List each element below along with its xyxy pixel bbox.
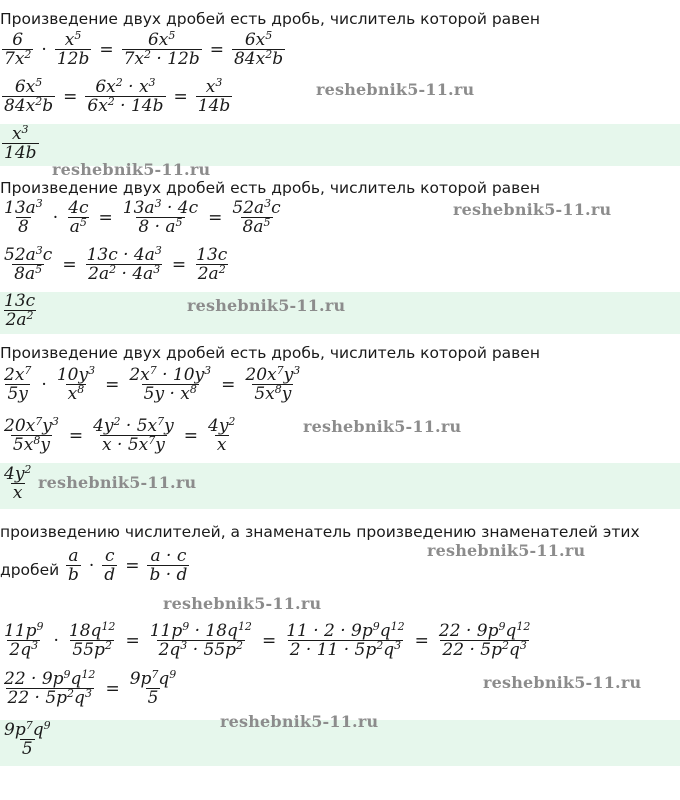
rule-text: произведению числителей, а знаменатель произведению знаменателей этих <box>0 523 640 541</box>
fraction-numerator: 4c <box>68 198 89 218</box>
fraction <box>85 246 164 283</box>
math-operator: = <box>105 374 120 395</box>
watermark: reshebnik5-11.ru <box>427 541 586 560</box>
rule-text: дробей <box>0 561 60 579</box>
fraction <box>2 622 46 659</box>
math-operator: = <box>221 374 236 395</box>
fraction <box>284 622 406 659</box>
fraction <box>66 547 81 584</box>
math-operator: = <box>208 207 223 228</box>
fraction-numerator: $x^3$ <box>11 123 29 144</box>
fraction-numerator: $13a^3$ <box>4 197 43 218</box>
fraction-denominator: $a^5$ <box>69 216 87 237</box>
math-operator: · <box>52 207 59 228</box>
fraction-denominator: $84x^2b$ <box>233 48 284 69</box>
fraction <box>2 721 53 758</box>
math-operator: = <box>414 630 429 651</box>
fraction <box>2 199 45 236</box>
fraction-numerator: $11p^9$ <box>4 620 44 641</box>
fraction-denominator: 14b <box>197 96 231 116</box>
fraction <box>121 199 200 236</box>
math-operator: · <box>53 630 59 651</box>
fraction-numerator: $11p^9 \cdot 18q^{12}$ <box>149 620 252 641</box>
fraction-numerator: $18q^{12}$ <box>68 620 116 641</box>
fraction-denominator: $8 \cdot a^5$ <box>138 216 183 237</box>
fraction <box>147 547 189 584</box>
math-operator: = <box>99 39 114 60</box>
fraction-denominator: $22 \cdot 5p^2q^3$ <box>7 687 92 708</box>
fraction <box>55 366 97 403</box>
intro-text: Произведение двух дробей есть дробь, числитель которой равен <box>0 179 540 197</box>
fraction-denominator: $5x^8y$ <box>12 434 50 455</box>
fraction <box>437 622 532 659</box>
fraction <box>102 547 117 584</box>
fraction-numerator: $4y^2 \cdot 5x^7y$ <box>93 415 174 436</box>
fraction <box>55 31 92 68</box>
fraction <box>66 199 90 236</box>
fraction-numerator: $6x^5$ <box>14 76 43 97</box>
fraction <box>2 31 33 68</box>
fraction <box>2 246 54 283</box>
fraction <box>206 417 237 454</box>
fraction-numerator: $x^3$ <box>205 76 223 97</box>
math-operator: = <box>63 86 78 107</box>
fraction-numerator: $13c \cdot 4a^3$ <box>86 244 162 265</box>
watermark: reshebnik5-11.ru <box>483 673 642 692</box>
fraction-denominator: $55p^2$ <box>72 639 112 660</box>
fraction-numerator: $4y^2$ <box>208 415 236 436</box>
fraction-numerator: 13c <box>196 245 228 265</box>
equation-line <box>0 31 287 68</box>
fraction-numerator: a · c <box>150 546 187 566</box>
fraction-denominator: $2a^2 \cdot 4a^3$ <box>88 263 161 284</box>
fraction <box>243 366 302 403</box>
answer-formula <box>0 125 41 162</box>
fraction-numerator: $9p^7q^9$ <box>129 668 177 689</box>
fraction <box>127 366 213 403</box>
equation-line <box>0 78 234 115</box>
fraction-numerator: $20x^7y^3$ <box>4 415 59 436</box>
fraction-denominator: $2a^2$ <box>197 263 226 284</box>
math-operator: · <box>88 555 95 576</box>
fraction-numerator: $4y^2$ <box>4 463 32 484</box>
answer-formula <box>0 721 55 758</box>
math-operator: = <box>183 425 198 446</box>
fraction-numerator: $6x^2 \cdot x^3$ <box>95 76 156 97</box>
fraction-denominator: b · d <box>149 565 188 585</box>
fraction-denominator: $5x^8y$ <box>254 383 292 404</box>
fraction-denominator: 5y <box>7 384 28 404</box>
watermark: reshebnik5-11.ru <box>163 594 322 613</box>
intro-text: Произведение двух дробей есть дробь, числитель которой равен <box>0 10 540 28</box>
fraction-numerator: 6 <box>12 30 24 50</box>
fraction-numerator: $11 \cdot 2 \cdot 9p^9q^{12}$ <box>286 620 405 641</box>
fraction-denominator: 8 <box>17 217 29 237</box>
fraction-numerator: a <box>68 546 79 566</box>
math-operator: · <box>41 374 47 395</box>
fraction-numerator: $9p^7q^9$ <box>4 719 51 740</box>
fraction-numerator: $2x^7 \cdot 10y^3$ <box>129 364 212 385</box>
fraction <box>2 292 37 329</box>
fraction-denominator: $7x^2$ <box>4 48 32 69</box>
equation-line <box>0 366 304 403</box>
fraction-numerator: $22 \cdot 9p^9q^{12}$ <box>438 620 531 641</box>
equation-line <box>0 246 231 283</box>
fraction-numerator: $52a^3c$ <box>4 244 53 265</box>
fraction <box>2 417 61 454</box>
fraction-numerator: c <box>104 546 115 566</box>
math-operator: = <box>209 39 224 60</box>
fraction-denominator: $2 \cdot 11 \cdot 5p^2q^3$ <box>289 639 402 660</box>
fraction-numerator: $13a^3 \cdot 4c$ <box>122 197 199 218</box>
fraction-denominator: $84x^2b$ <box>4 95 54 116</box>
fraction-numerator: $10y^3$ <box>56 364 96 385</box>
watermark: reshebnik5-11.ru <box>316 80 475 99</box>
math-operator: = <box>171 254 187 275</box>
fraction-denominator: $2q^3 \cdot 55p^2$ <box>158 639 244 660</box>
math-operator: = <box>68 425 84 446</box>
fraction-denominator: $x \cdot 5x^7y$ <box>102 434 165 455</box>
watermark: reshebnik5-11.ru <box>187 296 346 315</box>
fraction-denominator: $8a^5$ <box>14 263 43 284</box>
fraction <box>2 366 33 403</box>
math-operator: = <box>62 254 77 275</box>
fraction-denominator: $22 \cdot 5p^2q^3$ <box>442 639 527 660</box>
fraction-denominator: 14b <box>4 143 37 163</box>
fraction-denominator: x <box>12 483 23 503</box>
math-operator: = <box>105 678 120 699</box>
math-operator: = <box>261 630 277 651</box>
fraction <box>2 125 39 162</box>
fraction <box>196 78 233 115</box>
fraction-denominator: $7x^2 \cdot 12b$ <box>123 48 200 69</box>
fraction-denominator: 5 <box>147 688 159 708</box>
fraction-numerator: $x^5$ <box>64 29 82 50</box>
rule-formula <box>64 547 191 584</box>
fraction-denominator: $6x^2 \cdot 14b$ <box>87 95 164 116</box>
equation-line <box>0 417 239 454</box>
fraction-denominator: $2q^3$ <box>9 639 39 660</box>
answer-formula <box>0 465 35 502</box>
fraction-denominator: b <box>68 565 79 585</box>
fraction-denominator: $x^8$ <box>67 383 85 404</box>
fraction <box>85 78 165 115</box>
fraction-denominator: 12b <box>56 49 90 69</box>
equation-line <box>0 199 285 236</box>
fraction-denominator: $8a^5$ <box>242 216 271 237</box>
fraction <box>128 670 179 707</box>
answer-formula <box>0 292 39 329</box>
fraction-numerator: 13c <box>4 291 36 311</box>
watermark: reshebnik5-11.ru <box>453 200 612 219</box>
fraction-denominator: $2a^2$ <box>5 309 34 330</box>
fraction-denominator: d <box>104 565 116 585</box>
fraction-numerator: $52a^3c$ <box>232 197 281 218</box>
watermark: reshebnik5-11.ru <box>52 160 211 179</box>
fraction-denominator: x <box>216 435 227 455</box>
fraction <box>2 670 97 707</box>
equation-line <box>0 670 180 707</box>
watermark: reshebnik5-11.ru <box>38 473 197 492</box>
math-operator: = <box>125 630 140 651</box>
fraction-numerator: $22 \cdot 9p^9q^{12}$ <box>4 668 96 689</box>
fraction <box>194 246 229 283</box>
watermark: reshebnik5-11.ru <box>220 712 379 731</box>
fraction-numerator: $6x^5$ <box>147 29 176 50</box>
equation-line <box>0 622 534 659</box>
fraction-numerator: $6x^5$ <box>244 29 273 50</box>
fraction-numerator: $20x^7y^3$ <box>245 364 301 385</box>
watermark: reshebnik5-11.ru <box>303 417 462 436</box>
math-operator: = <box>173 86 188 107</box>
fraction <box>2 465 33 502</box>
fraction <box>2 78 55 115</box>
fraction-denominator: 5 <box>21 739 33 759</box>
fraction-denominator: $5y \cdot x^8$ <box>143 383 197 404</box>
fraction <box>230 199 282 236</box>
fraction <box>122 31 202 68</box>
fraction <box>67 622 118 659</box>
math-operator: = <box>98 207 113 228</box>
intro-text: Произведение двух дробей есть дробь, числитель которой равен <box>0 344 540 362</box>
fraction-numerator: $2x^7$ <box>4 364 32 385</box>
math-operator: = <box>125 555 140 576</box>
fraction <box>148 622 254 659</box>
fraction <box>91 417 176 454</box>
math-operator: · <box>41 39 47 60</box>
fraction <box>232 31 285 68</box>
